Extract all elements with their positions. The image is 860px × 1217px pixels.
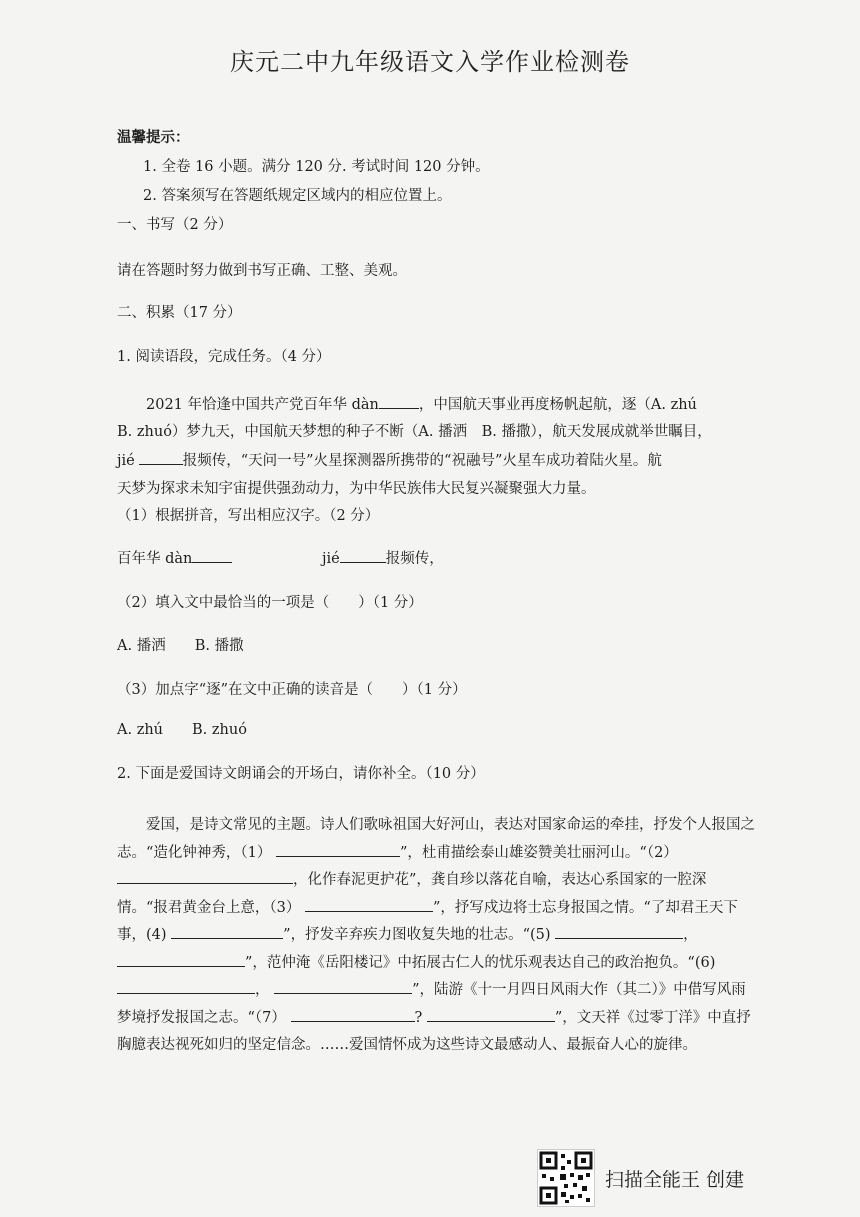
- answer-blank: [117, 869, 293, 884]
- section1-text: 请在答题时努力做到书写正确、工整、美观。: [117, 263, 407, 279]
- section1-heading: 一、书写（2 分）: [117, 217, 233, 233]
- q2-prompt: 2. 下面是爱国诗文朗诵会的开场白，请你补全。（10 分）: [117, 766, 485, 782]
- q1-sub3-prompt: （3）加点字“逐”在文中正确的读音是（ ）（1 分）: [117, 682, 467, 698]
- q1-passage-text: 报频传，“天问一号”火星探测器所携带的“祝融号”火星车成功着陆火星。航: [182, 453, 662, 469]
- scanner-watermark-text: 扫描全能王 创建: [605, 1168, 745, 1191]
- answer-blank: [192, 548, 232, 563]
- tips-heading: 温馨提示：: [117, 129, 190, 146]
- q1-passage-line: B. zhuó）梦九天，中国航天梦想的种子不断（A. 播洒 B. 播撒），航天发展成就举世瞩目，: [117, 424, 712, 440]
- answer-blank: [340, 548, 386, 563]
- q1-sub1-answer-b: [322, 548, 444, 569]
- q1-sub3-options: A. zhú B. zhuó: [117, 722, 247, 738]
- q2-text: ”，文天祥《过零丁洋》中直抒胸臆表达视死如归的坚定信念。……爱国情怀成为这些诗文最感动人、最振奋人心的旋律。: [117, 1009, 751, 1053]
- q2-text: 爱国，是诗文常见的主题。诗人们歌咏祖国大好河山，表达对国家命运的牵挂，抒发个人报国之志。“造化钟神秀，（1）: [117, 817, 755, 861]
- page-title: 庆元二中九年级语文入学作业检测卷: [230, 48, 630, 76]
- answer-blank: [305, 897, 433, 912]
- qr-code-icon: [537, 1149, 595, 1207]
- tip-item: 2. 答案须写在答题纸规定区域内的相应位置上。: [143, 188, 452, 204]
- q1-passage-line: [117, 450, 662, 471]
- answer-blank: [276, 842, 400, 857]
- q2-text: ”，范仲淹《岳阳楼记》中拓展古仁人的忧乐观表达自己的政治抱负。“(6): [245, 954, 716, 971]
- answer-blank: [427, 1007, 555, 1022]
- q1-sub1-answer-a: [117, 548, 232, 569]
- q2-text: ”，抒写戍边将士忘身报国之情。“了却君王天下事，(4): [117, 899, 738, 943]
- q2-text: ，: [683, 927, 698, 943]
- tip-item: 1. 全卷 16 小题。满分 120 分. 考试时间 120 分钟。: [143, 159, 490, 175]
- q1-sub2-prompt: （2）填入文中最恰当的一项是（ ）（1 分）: [117, 595, 423, 611]
- answer-blank: [274, 979, 412, 994]
- answer-blank: [379, 394, 419, 409]
- q1-passage-text: ，中国航天事业再度杨帆起航，逐（A. zhú: [418, 397, 697, 413]
- q1-sub2-options: A. 播洒 B. 播撒: [117, 638, 244, 654]
- q2-text: ?: [414, 1009, 423, 1026]
- q2-passage: [117, 812, 757, 1060]
- answer-blank: [291, 1007, 415, 1022]
- q2-text: ，: [255, 982, 270, 998]
- q1-sub1-prompt: （1）根据拼音，写出相应汉字。（2 分）: [117, 508, 380, 524]
- answer-blank: [171, 924, 283, 939]
- section2-heading: 二、积累（17 分）: [117, 305, 242, 321]
- answer-blank: [555, 924, 683, 939]
- sub1-b-prefix: jié: [322, 551, 340, 567]
- answer-blank: [117, 979, 255, 994]
- q2-text: ”，抒发辛弃疾力图收复失地的壮志。“(5): [283, 927, 551, 943]
- q1-passage-text: jié: [117, 453, 135, 469]
- q1-passage-line: 天梦为探求未知宇宙提供强劲动力，为中华民族伟大民复兴凝聚强大力量。: [117, 481, 596, 497]
- scanner-watermark: [537, 1150, 744, 1206]
- q1-prompt: 1. 阅读语段，完成任务。（4 分）: [117, 349, 331, 365]
- q2-text: ”，杜甫描绘泰山雄姿赞美壮丽河山。“（2）: [400, 844, 678, 861]
- q2-text: ”，陆游《十一月四日风雨大作（其二）》中借写风雨梦境抒发报国之志。“（7）: [117, 982, 746, 1026]
- answer-blank: [117, 952, 245, 967]
- answer-blank: [139, 450, 183, 465]
- sub1-b-suffix: 报频传，: [385, 551, 444, 567]
- q1-passage-text: 2021 年恰逢中国共产党百年华 dàn: [146, 397, 379, 413]
- sub1-a-label: 百年华 dàn: [117, 551, 193, 567]
- q1-passage-line: [146, 394, 697, 415]
- q2-text: ，化作春泥更护花”，龚自珍以落花自喻，表达心系国家的一腔深情。“报君黄金台上意，（3）: [117, 872, 707, 916]
